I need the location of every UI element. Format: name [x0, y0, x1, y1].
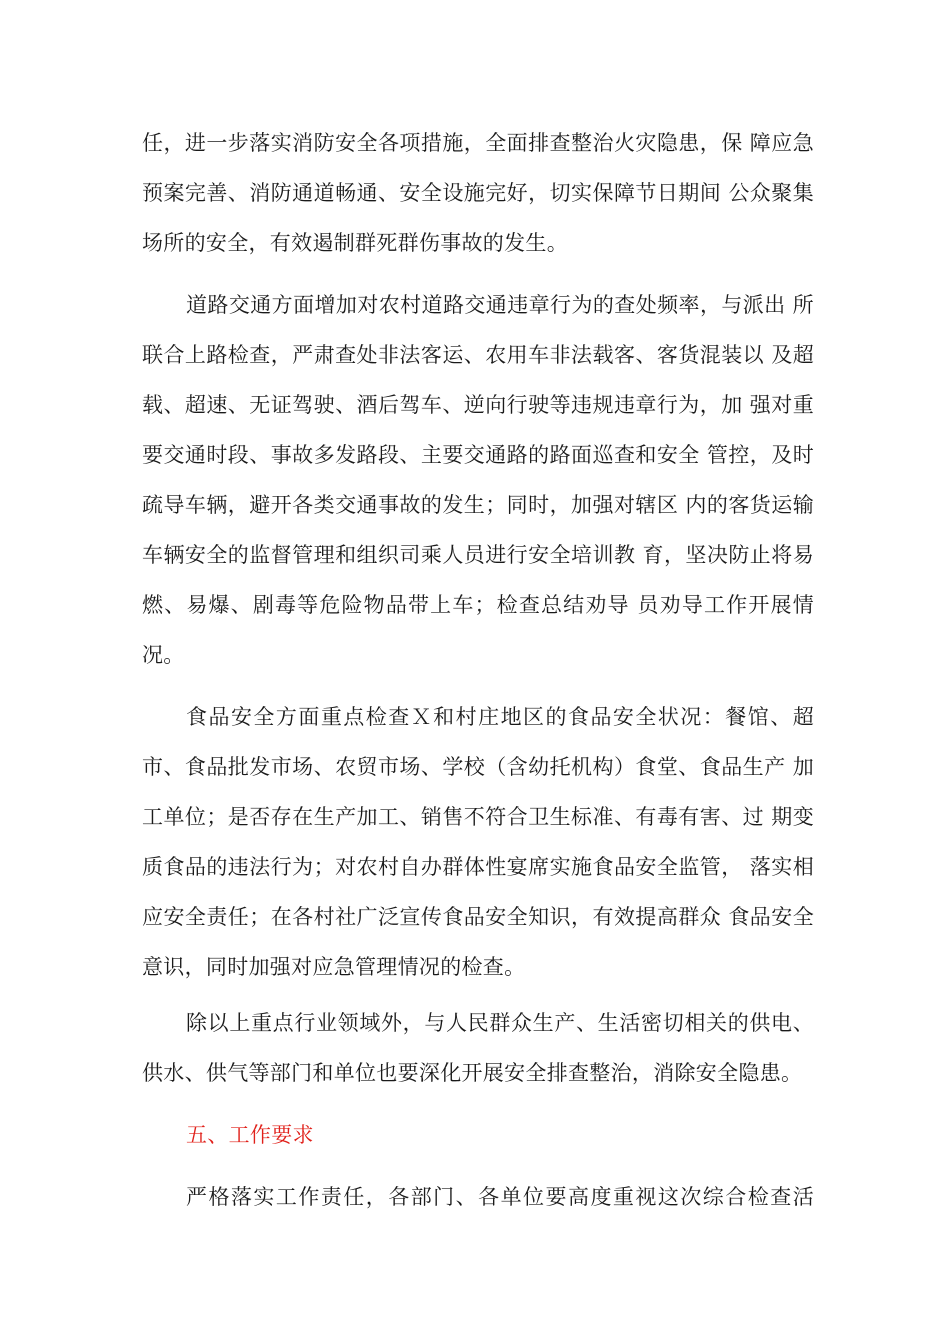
- text-line: 任，进一步落实消防安全各项措施，全面排查整治火灾隐患，保 障应急: [142, 131, 814, 155]
- text-line: 市、食品批发市场、农贸市场、学校（含幼托机构）食堂、食品生产 加: [142, 755, 814, 779]
- text-line: 除以上重点行业领域外，与人民群众生产、生活密切相关的供电、: [186, 1011, 814, 1035]
- text-line: 应安全责任；在各村社广泛宣传食品安全知识，有效提高群众 食品安全: [142, 905, 814, 929]
- text-line: 车辆安全的监督管理和组织司乘人员进行安全培训教 育，坚决防止将易: [142, 543, 814, 567]
- text-line: 道路交通方面增加对农村道路交通违章行为的查处频率，与派出 所: [186, 293, 814, 317]
- text-line: 况。: [142, 643, 185, 667]
- text-line: 食品安全方面重点检查Ｘ和村庄地区的食品安全状况：餐馆、超: [186, 705, 814, 729]
- text-line: 要交通时段、事故多发路段、主要交通路的路面巡查和安全 管控，及时: [142, 443, 814, 467]
- text-line: 工单位；是否存在生产加工、销售不符合卫生标准、有毒有害、过 期变: [142, 805, 814, 829]
- text-line: 预案完善、消防通道畅通、安全设施完好，切实保障节日期间 公众聚集: [142, 181, 814, 205]
- text-line: 供水、供气等部门和单位也要深化开展安全排查整治，消除安全隐患。: [142, 1061, 803, 1085]
- text-line: 严格落实工作责任，各部门、各单位要高度重视这次综合检查活: [186, 1185, 814, 1209]
- text-line: 意识，同时加强对应急管理情况的检查。: [142, 955, 526, 979]
- text-line: 疏导车辆，避开各类交通事故的发生；同时，加强对辖区 内的客货运输: [142, 493, 814, 517]
- text-line: 质食品的违法行为；对农村自办群体性宴席实施食品安全监管， 落实相: [142, 855, 814, 879]
- section-heading: 五、工作要求: [186, 1123, 314, 1147]
- text-line: 载、超速、无证驾驶、酒后驾车、逆向行驶等违规违章行为，加 强对重: [142, 393, 814, 417]
- text-line: 场所的安全，有效遏制群死群伤事故的发生。: [142, 231, 568, 255]
- text-line: 联合上路检查，严肃查处非法客运、农用车非法载客、客货混装以 及超: [142, 343, 814, 367]
- text-line: 燃、易爆、剧毒等危险物品带上车；检查总结劝导 员劝导工作开展情: [142, 593, 814, 617]
